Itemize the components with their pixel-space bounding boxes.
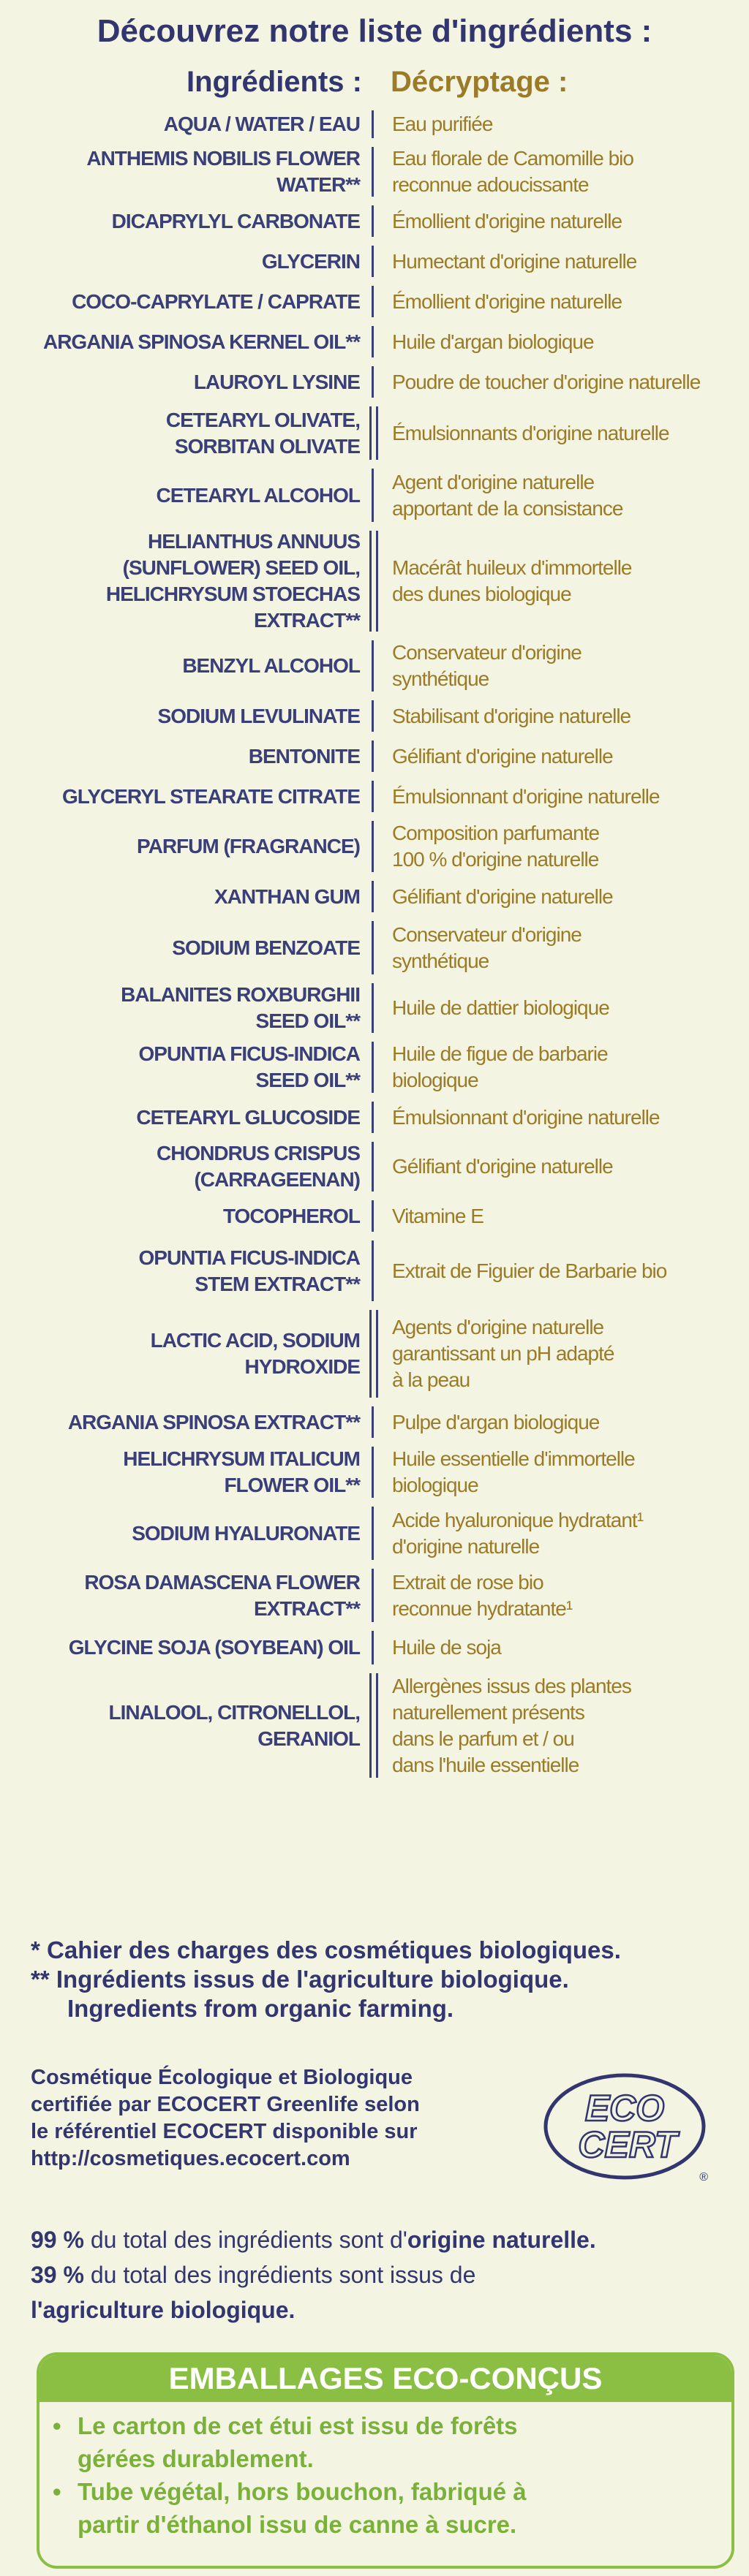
ingredient-name: GLYCERYL STEARATE CITRATE — [62, 784, 360, 808]
stat-organic-agriculture: 39 % du total des ingrédients sont issus de — [31, 2262, 476, 2288]
column-divider — [372, 147, 374, 197]
ingredient-name: DICAPRYLYL CARBONATE — [111, 209, 360, 232]
column-divider — [372, 469, 374, 522]
column-divider — [372, 740, 374, 772]
ingredient-description: Gélifiant d'origine naturelle — [392, 884, 613, 908]
column-divider — [372, 1142, 374, 1192]
ingredient-row — [0, 736, 749, 776]
ingredient-description: Conservateur d'origine synthétique — [392, 923, 581, 972]
ecocert-logo-line1: ECO — [584, 2088, 665, 2129]
ingredient-name: ANTHEMIS NOBILIS FLOWER WATER** — [86, 147, 360, 196]
registered-mark: ® — [699, 2171, 708, 2183]
ingredient-name: HELIANTHUS ANNUUS (SUNFLOWER) SEED OIL, HELICHRYSUM STOECHAS EXTRACT** — [105, 530, 360, 632]
column-divider — [372, 781, 374, 812]
ingredient-row — [0, 1137, 749, 1196]
ingredient-description: Extrait de Figuier de Barbarie bio — [392, 1259, 667, 1282]
ingredient-row — [0, 464, 749, 526]
ingredient-name: LINALOOL, CITRONELLOL, GERANIOL — [108, 1700, 360, 1750]
column-divider — [372, 246, 374, 277]
ingredient-name: GLYCINE SOJA (SOYBEAN) OIL — [68, 1636, 360, 1659]
footnote-organic-spec: * Cahier des charges des cosmétiques biologiques. — [31, 1936, 621, 1963]
column-divider — [372, 1042, 374, 1093]
ingredient-row — [0, 917, 749, 979]
column-divider — [372, 881, 374, 912]
ingredients-column-header: Ingrédients : — [186, 66, 362, 98]
stat-organic-agriculture-cont: l'agriculture biologique. — [31, 2297, 296, 2323]
ingredient-description: Macérât huileux d'immortelle des dunes biologique — [392, 556, 632, 605]
page-title: Découvrez notre liste d'ingrédients : — [97, 13, 652, 49]
eco-item-tube: • Tube végétal, hors bouchon, fabriqué à partir d'éthanol issu de canne à sucre. — [53, 2475, 718, 2541]
ingredient-name: LACTIC ACID, SODIUM HYDROXIDE — [150, 1329, 360, 1378]
eco-item-carton: • Le carton de cet étui est issu de forêts gérées durablement. — [53, 2409, 718, 2475]
decryptage-column-header: Décryptage : — [391, 66, 568, 98]
ingredient-description: Eau purifiée — [392, 113, 493, 135]
eco-packaging-heading: EMBALLAGES ECO-CONÇUS — [39, 2355, 731, 2402]
ingredient-row — [0, 1402, 749, 1442]
column-divider — [372, 821, 374, 872]
ingredient-name: LAUROYL LYSINE — [193, 370, 360, 393]
group-bracket — [369, 1673, 378, 1778]
column-divider — [372, 366, 374, 398]
ingredient-row — [0, 526, 749, 636]
ingredient-name: CETEARYL ALCOHOL — [156, 483, 360, 507]
ingredient-description: Agents d'origine naturelle garantissant un pH adapté à la peau — [392, 1316, 614, 1391]
ingredient-description: Huile de dattier biologique — [392, 996, 609, 1019]
column-divider — [372, 700, 374, 732]
ingredient-description: Huile essentielle d'immortelle biologique — [392, 1447, 635, 1496]
column-divider — [372, 1569, 374, 1622]
ingredient-row — [0, 817, 749, 876]
ingredient-row — [0, 402, 749, 464]
ingredient-description: Poudre de toucher d'origine naturelle — [392, 370, 701, 393]
column-divider — [372, 286, 374, 317]
ingredient-row — [0, 876, 749, 917]
ingredient-name: XANTHAN GUM — [214, 884, 360, 908]
certification-line: Cosmétique Écologique et Biologique — [31, 2066, 413, 2089]
certification-line: le référentiel ECOCERT disponible sur — [31, 2120, 418, 2143]
column-divider — [372, 1631, 374, 1664]
ingredient-name: CHONDRUS CRISPUS (CARRAGEENAN) — [156, 1142, 360, 1191]
column-divider — [372, 1447, 374, 1498]
footnotes — [31, 1936, 733, 2023]
ingredient-description: Émollient d'origine naturelle — [392, 289, 622, 313]
column-divider — [372, 1507, 374, 1560]
ingredient-name: BALANITES ROXBURGHII SEED OIL** — [121, 983, 360, 1032]
ingredient-row — [0, 1196, 749, 1236]
ingredient-row — [0, 281, 749, 322]
ingredient-name: PARFUM (FRAGRANCE) — [137, 835, 360, 857]
column-divider — [372, 983, 374, 1033]
ingredient-row — [0, 201, 749, 241]
ingredient-description: Allergènes issus des plantes naturellement présents dans le parfum et / ou dans l'huile essentielle — [392, 1674, 631, 1776]
ingredient-row — [0, 1097, 749, 1137]
column-divider — [372, 110, 374, 138]
ingredient-description: Gélifiant d'origine naturelle — [392, 1155, 613, 1178]
natural-origin-stats — [31, 2222, 748, 2327]
ingredient-row — [0, 322, 749, 362]
ingredient-description: Huile de soja — [392, 1636, 501, 1659]
ingredient-row — [0, 776, 749, 817]
ingredient-description: Émulsionnant d'origine naturelle — [392, 784, 660, 808]
footnote-organic-ingredients-en: Ingredients from organic farming. — [67, 1995, 454, 2022]
ecocert-logo-line2: CERT — [578, 2124, 677, 2165]
ingredient-row — [0, 1236, 749, 1306]
stat-natural-origin: 99 % du total des ingrédients sont d'origine naturelle. — [31, 2227, 596, 2253]
footnote-organic-ingredients: ** Ingrédients issus de l'agriculture biologique. — [31, 1966, 569, 1993]
certification-text — [31, 2064, 528, 2172]
ingredient-name: ARGANIA SPINOSA KERNEL OIL** — [42, 330, 360, 353]
ingredient-name: SODIUM BENZOATE — [172, 936, 360, 959]
ingredient-row — [0, 362, 749, 402]
ingredient-description: Stabilisant d'origine naturelle — [392, 704, 631, 727]
ingredient-name: BENZYL ALCOHOL — [182, 654, 360, 677]
ingredient-description: Eau florale de Camomille bio reconnue adoucissante — [392, 147, 633, 196]
bullet-icon: • — [53, 2478, 61, 2505]
column-divider — [372, 1240, 374, 1301]
ingredient-name: OPUNTIA FICUS-INDICA SEED OIL** — [138, 1042, 360, 1091]
certification-url[interactable]: http://cosmetiques.ecocert.com — [31, 2147, 350, 2170]
certification-line: certifiée par ECOCERT Greenlife selon — [31, 2093, 420, 2116]
ingredient-name: GLYCERIN — [261, 249, 360, 273]
ingredient-description: Gélifiant d'origine naturelle — [392, 744, 613, 768]
group-bracket — [369, 406, 378, 460]
ingredient-row — [0, 106, 749, 143]
column-divider — [372, 921, 374, 974]
ingredient-name: OPUNTIA FICUS-INDICA STEM EXTRACT** — [138, 1246, 360, 1295]
ingredient-row — [0, 143, 749, 201]
eco-packaging-box — [37, 2352, 734, 2569]
ingredient-row — [0, 1037, 749, 1097]
ingredient-row — [0, 1306, 749, 1402]
ingredient-name: COCO-CAPRYLATE / CAPRATE — [72, 289, 360, 313]
ingredient-name: ARGANIA SPINOSA EXTRACT** — [67, 1410, 360, 1433]
ingredient-row — [0, 1669, 749, 1782]
ingredient-row — [0, 979, 749, 1037]
ingredient-description: Pulpe d'argan biologique — [392, 1410, 600, 1433]
ingredient-row — [0, 1442, 749, 1502]
ingredient-description: Huile d'argan biologique — [392, 330, 594, 353]
ingredient-description: Extrait de rose bio reconnue hydratante¹ — [392, 1570, 573, 1620]
ingredient-name: CETEARYL OLIVATE, SORBITAN OLIVATE — [165, 408, 360, 458]
ingredient-description: Huile de figue de barbarie biologique — [392, 1042, 608, 1091]
ingredient-row — [0, 696, 749, 736]
ingredient-name: SODIUM LEVULINATE — [157, 704, 360, 727]
column-divider — [372, 1406, 374, 1438]
group-bracket — [369, 531, 378, 632]
ingredient-name: AQUA / WATER / EAU — [163, 113, 360, 135]
ingredient-description: Émulsionnant d'origine naturelle — [392, 1105, 660, 1129]
ingredient-description: Composition parfumante 100 % d'origine naturelle — [392, 822, 600, 871]
ingredient-description: Vitamine E — [392, 1204, 483, 1227]
ingredient-name: SODIUM HYALURONATE — [132, 1521, 360, 1545]
ingredient-row — [0, 241, 749, 281]
ingredient-description: Émollient d'origine naturelle — [392, 209, 622, 232]
bullet-icon: • — [53, 2412, 61, 2439]
column-divider — [372, 1200, 374, 1232]
ingredient-description: Conservateur d'origine synthétique — [392, 641, 581, 690]
ingredient-description: Humectant d'origine naturelle — [392, 249, 637, 273]
ingredient-name: ROSA DAMASCENA FLOWER EXTRACT** — [84, 1570, 360, 1620]
column-divider — [372, 326, 374, 357]
column-divider — [372, 205, 374, 237]
ingredient-name: CETEARYL GLUCOSIDE — [136, 1105, 360, 1129]
ingredient-description: Émulsionnants d'origine naturelle — [392, 421, 669, 444]
ingredient-row — [0, 636, 749, 696]
ingredient-row — [0, 1564, 749, 1626]
ingredient-row — [0, 1626, 749, 1669]
ingredient-name: HELICHRYSUM ITALICUM FLOWER OIL** — [123, 1447, 360, 1496]
ecocert-logo — [543, 2071, 712, 2183]
column-divider — [372, 1102, 374, 1133]
ingredient-row — [0, 1502, 749, 1564]
ingredient-table — [0, 106, 749, 1782]
ingredient-name: TOCOPHEROL — [222, 1204, 360, 1227]
group-bracket — [369, 1310, 378, 1398]
column-divider — [372, 640, 374, 692]
ingredient-name: BENTONITE — [248, 744, 360, 768]
ingredient-description: Acide hyaluronique hydratant¹ d'origine naturelle — [392, 1508, 644, 1558]
ingredient-description: Agent d'origine naturelle apportant de la consistance — [392, 470, 623, 520]
